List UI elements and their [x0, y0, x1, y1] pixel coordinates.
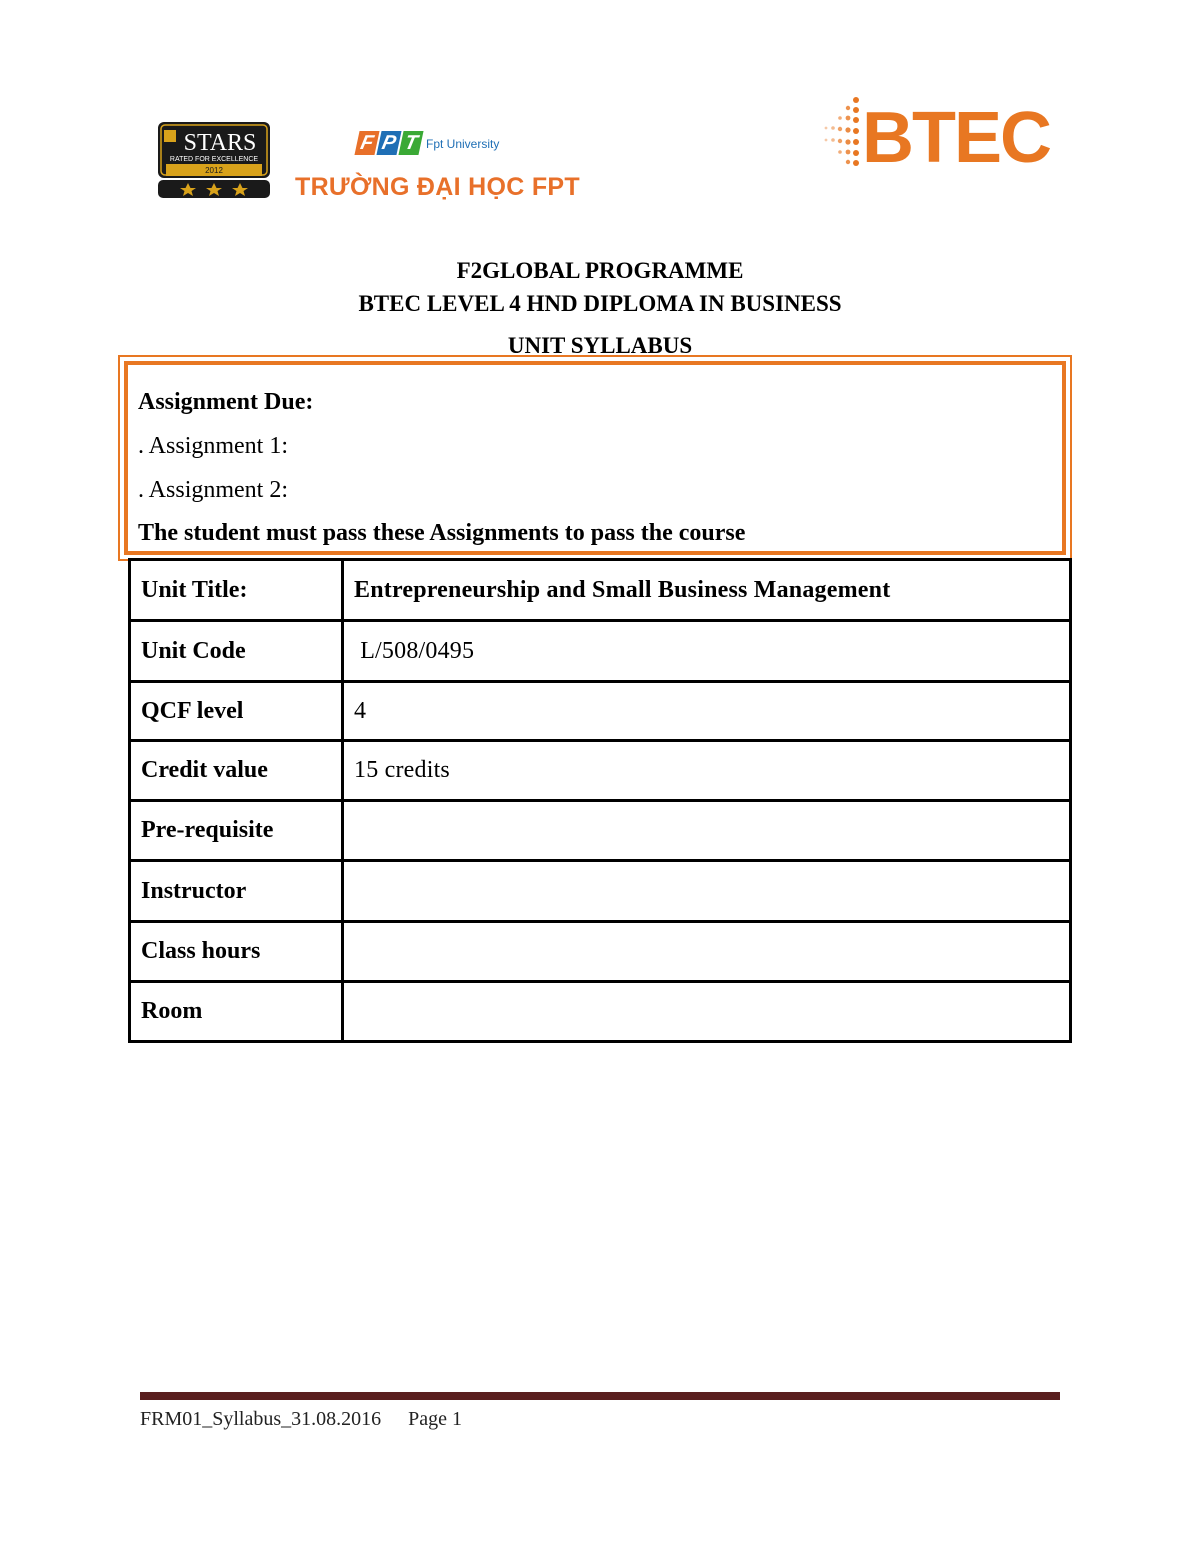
page-number: Page 1	[408, 1408, 463, 1430]
prerequisite-label: Pre-requisite	[130, 801, 343, 861]
table-row	[130, 982, 1071, 1042]
assignment-1-line: . Assignment 1:	[138, 433, 289, 459]
unit-title-value: Entrepreneurship and Small Business Management	[343, 560, 1071, 621]
instructor-value	[343, 861, 1071, 922]
fpt-letter-t: T	[398, 131, 423, 155]
fpt-letter-f: F	[354, 131, 379, 155]
fpt-letter-p: P	[376, 131, 401, 155]
class-hours-label: Class hours	[130, 922, 343, 982]
table-row	[130, 741, 1071, 801]
instructor-label: Instructor	[130, 861, 343, 922]
assignment-due-box	[124, 361, 1066, 555]
credit-value-label: Credit value	[130, 741, 343, 801]
stars-logo	[158, 122, 270, 198]
unit-code-label: Unit Code	[130, 621, 343, 682]
page-footer	[140, 1408, 484, 1431]
btec-dots-icon	[818, 96, 862, 172]
qcf-level-label: QCF level	[130, 682, 343, 741]
programme-title: F2GLOBAL PROGRAMME	[456, 258, 744, 283]
room-value	[343, 982, 1071, 1042]
fpt-university-logo	[295, 123, 580, 205]
room-label: Room	[130, 982, 343, 1042]
unit-code-value: L/508/0495	[343, 621, 1071, 682]
diploma-title: BTEC LEVEL 4 HND DIPLOMA IN BUSINESS	[358, 291, 842, 316]
fpt-badge	[357, 131, 423, 155]
pass-requirement-note: The student must pass these Assignments to pass the course	[138, 520, 746, 546]
table-row	[130, 861, 1071, 922]
unit-info-table	[128, 558, 1072, 1043]
table-row	[130, 621, 1071, 682]
table-row	[130, 560, 1071, 621]
qcf-level-value: 4	[343, 682, 1071, 741]
table-row	[130, 682, 1071, 741]
stars-wordmark: STARS	[183, 130, 257, 156]
table-row	[130, 922, 1071, 982]
stars-tagline: RATED FOR EXCELLENCE	[169, 156, 259, 163]
btec-logo	[818, 96, 1058, 178]
class-hours-value	[343, 922, 1071, 982]
prerequisite-value	[343, 801, 1071, 861]
syllabus-title: UNIT SYLLABUS	[507, 333, 693, 358]
footer-divider	[140, 1392, 1060, 1400]
assignment-2-line: . Assignment 2:	[138, 477, 289, 503]
assignment-due-heading: Assignment Due:	[138, 389, 314, 415]
fpt-subtitle: Fpt University	[426, 137, 500, 151]
credit-value-value: 15 credits	[343, 741, 1071, 801]
stars-year: 2012	[205, 166, 223, 175]
btec-wordmark: BTEC	[862, 98, 1050, 178]
unit-title-label: Unit Title:	[130, 560, 343, 621]
document-id: FRM01_Syllabus_31.08.2016	[140, 1408, 382, 1430]
table-row	[130, 801, 1071, 861]
fpt-school-name: TRƯỜNG ĐẠI HỌC FPT	[295, 173, 580, 201]
